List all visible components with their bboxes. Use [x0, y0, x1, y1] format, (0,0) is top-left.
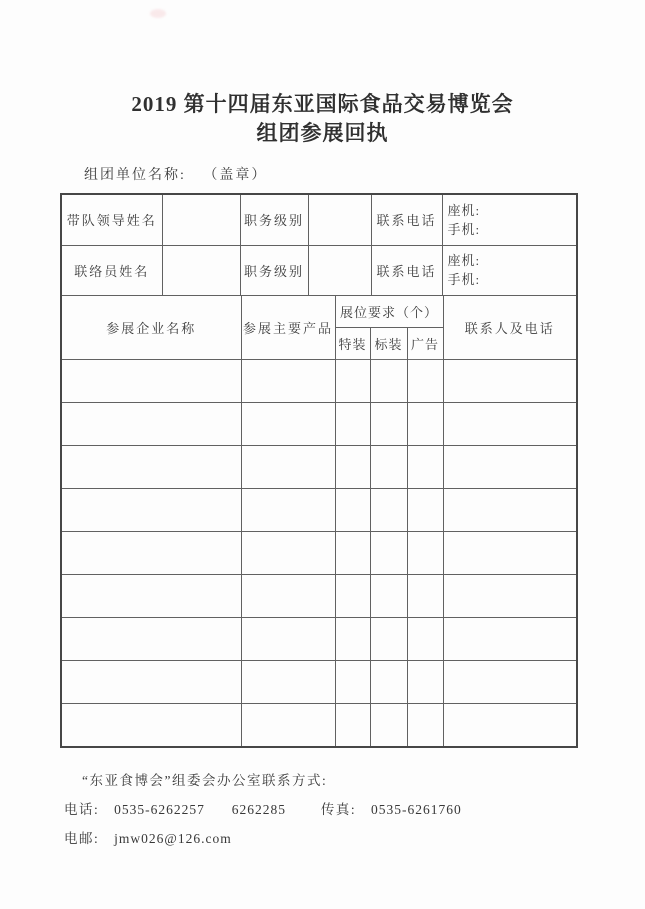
phone-fax-line	[64, 798, 462, 818]
phone-number-1: 0535-6262257	[114, 802, 205, 817]
blank-cell	[370, 402, 407, 445]
blank-cell	[335, 703, 370, 746]
liaison-row	[62, 245, 576, 295]
blank-cell	[62, 574, 241, 617]
landline-label: 座机:	[447, 202, 481, 218]
blank-cell	[443, 574, 576, 617]
blank-cell	[335, 488, 370, 531]
blank-cell	[407, 703, 443, 746]
blank-cell	[335, 402, 370, 445]
blank-cell	[407, 359, 443, 402]
col-header-products: 参展主要产品	[241, 295, 335, 359]
exhibitor-blank-row	[62, 703, 576, 746]
blank-cell	[407, 660, 443, 703]
blank-cell	[407, 445, 443, 488]
blank-cell	[62, 445, 241, 488]
page-title-line2: 组团参展回执	[256, 121, 389, 145]
blank-cell	[370, 359, 407, 402]
blank-cell	[335, 660, 370, 703]
liaison-duty-field	[308, 245, 371, 295]
blank-cell	[443, 445, 576, 488]
exhibitor-blank-row	[62, 660, 576, 703]
blank-cell	[62, 660, 241, 703]
blank-cell	[241, 488, 335, 531]
blank-cell	[335, 574, 370, 617]
col-header-booth-group: 展位要求（个）	[335, 295, 443, 327]
exhibitor-blank-row	[62, 488, 576, 531]
blank-cell	[443, 402, 576, 445]
landline-label: 座机:	[447, 253, 481, 268]
blank-cell	[370, 488, 407, 531]
email-line	[64, 827, 232, 847]
office-contact-heading: “东亚食博会”组委会办公室联系方式:	[82, 773, 328, 788]
blank-cell	[241, 574, 335, 617]
seal-note: （盖章）	[203, 168, 268, 183]
col-header-booth-ad: 广告	[407, 327, 443, 359]
phone-label: 电话:	[64, 802, 100, 817]
col-header-company: 参展企业名称	[62, 295, 241, 359]
liaison-duty-label: 职务级别	[240, 245, 308, 295]
blank-cell	[407, 617, 443, 660]
blank-cell	[62, 617, 241, 660]
blank-cell	[62, 703, 241, 746]
liaison-name-label: 联络员姓名	[62, 245, 162, 295]
leader-duty-field	[308, 195, 371, 245]
leader-phone-label: 联系电话	[371, 195, 442, 245]
mobile-label: 手机:	[447, 272, 481, 287]
blank-cell	[407, 531, 443, 574]
blank-cell	[443, 703, 576, 746]
email-address: jmw026@126.com	[114, 831, 232, 846]
leader-name-field	[162, 195, 240, 245]
blank-cell	[443, 359, 576, 402]
exhibitor-blank-row	[62, 359, 576, 402]
blank-cell	[241, 402, 335, 445]
exhibitor-blank-row	[62, 617, 576, 660]
blank-cell	[62, 531, 241, 574]
col-header-contact: 联系人及电话	[443, 295, 576, 359]
blank-cell	[370, 531, 407, 574]
blank-cell	[335, 359, 370, 402]
blank-cell	[407, 488, 443, 531]
blank-cell	[407, 402, 443, 445]
exhibitor-empty-rows	[62, 359, 576, 746]
blank-cell	[370, 445, 407, 488]
blank-cell	[443, 531, 576, 574]
blank-cell	[443, 488, 576, 531]
contact-info-table	[62, 195, 576, 296]
blank-cell	[241, 703, 335, 746]
exhibitor-blank-row	[62, 531, 576, 574]
blank-cell	[443, 617, 576, 660]
blank-cell	[370, 660, 407, 703]
liaison-name-field	[162, 245, 240, 295]
email-label: 电邮:	[64, 831, 100, 846]
blank-cell	[241, 660, 335, 703]
exhibitor-blank-row	[62, 402, 576, 445]
blank-cell	[241, 359, 335, 402]
blank-cell	[335, 445, 370, 488]
exhibitor-blank-row	[62, 574, 576, 617]
exhibitor-blank-row	[62, 445, 576, 488]
blank-cell	[370, 617, 407, 660]
fax-label: 传真:	[320, 802, 357, 817]
blank-cell	[62, 488, 241, 531]
blank-cell	[62, 359, 241, 402]
liaison-phone-field	[442, 245, 576, 295]
blank-cell	[335, 617, 370, 660]
mobile-label: 手机:	[447, 221, 481, 237]
blank-cell	[241, 617, 335, 660]
leader-name-label: 带队领导姓名	[62, 195, 162, 245]
col-header-booth-standard: 标装	[370, 327, 407, 359]
exhibitor-header-row	[62, 295, 576, 327]
blank-cell	[407, 574, 443, 617]
blank-cell	[241, 445, 335, 488]
page-title-line1: 2019 第十四届东亚国际食品交易博览会	[131, 92, 514, 116]
blank-cell	[335, 531, 370, 574]
blank-cell	[443, 660, 576, 703]
blank-cell	[370, 703, 407, 746]
blank-cell	[62, 402, 241, 445]
liaison-phone-label: 联系电话	[371, 245, 442, 295]
form-tables-container	[60, 193, 578, 748]
leader-row	[62, 195, 576, 245]
col-header-booth-special: 特装	[335, 327, 370, 359]
exhibitor-list-table	[62, 295, 576, 747]
phone-number-2: 6262285	[231, 802, 287, 817]
leader-duty-label: 职务级别	[240, 195, 308, 245]
fax-number: 0535-6261760	[371, 802, 462, 817]
org-name-line	[84, 164, 267, 184]
leader-phone-field	[442, 195, 576, 245]
scan-smudge-mark	[150, 9, 166, 18]
org-name-label: 组团单位名称:	[84, 168, 186, 183]
blank-cell	[241, 531, 335, 574]
blank-cell	[370, 574, 407, 617]
